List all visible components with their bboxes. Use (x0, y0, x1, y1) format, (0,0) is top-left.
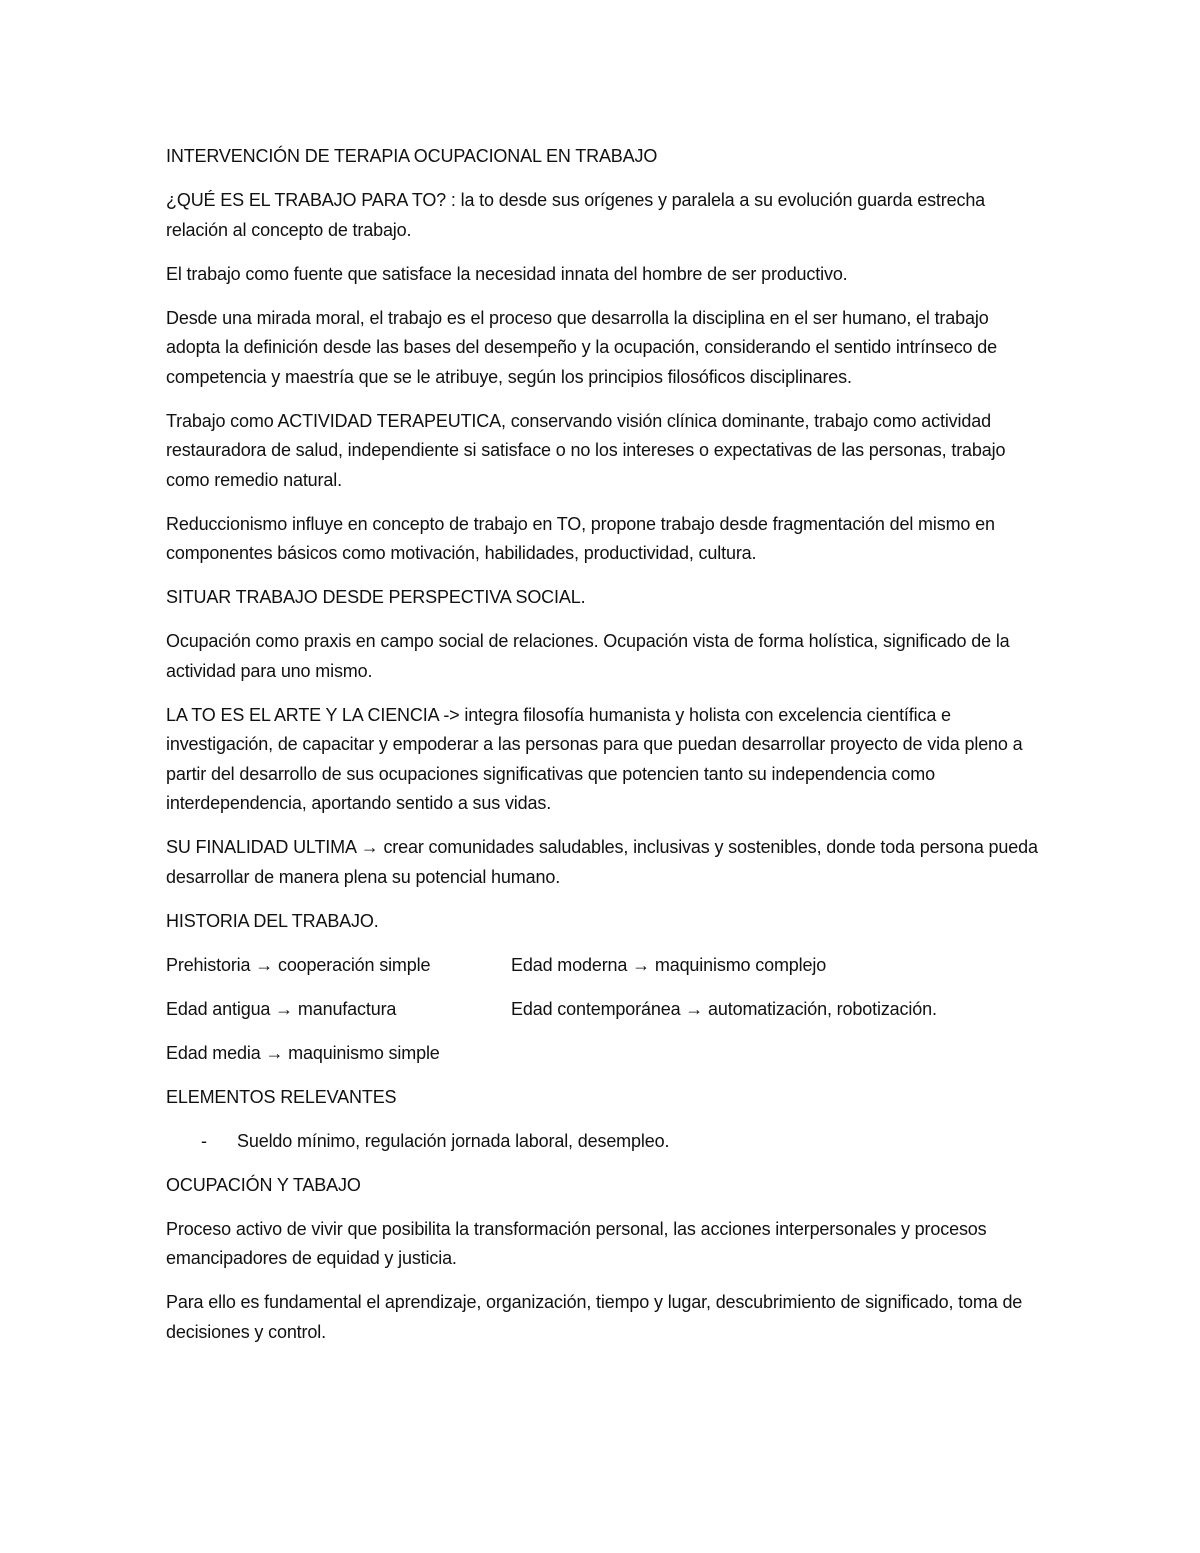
history-era: Edad contemporánea (511, 998, 681, 1019)
history-item (166, 995, 511, 1025)
paragraph-arte-ciencia: LA TO ES EL ARTE Y LA CIENCIA -> integra filosofía humanista y holista con excelencia científica e investigación, de capacitar y empoderar a las personas para que puedan desarrollar proyecto de vida pleno a partir del desarrollo de sus ocupaciones significativas que potencien tanto su independencia como interdependencia, aportando sentido a sus vidas. (166, 704, 1023, 813)
heading-elementos: ELEMENTOS RELEVANTES (166, 1086, 397, 1107)
history-item (166, 951, 511, 981)
paragraph-proceso-activo: Proceso activo de vivir que posibilita la transformación personal, las acciones interpersonales y procesos emancipadores de equidad y justicia. (166, 1218, 987, 1268)
history-item (511, 951, 1046, 981)
arrow-icon: → (685, 998, 704, 1019)
history-era: Edad media (166, 1042, 261, 1063)
paragraph-finalidad (166, 833, 1046, 892)
arrow-icon: → (632, 954, 650, 975)
heading-perspectiva-social: SITUAR TRABAJO DESDE PERSPECTIVA SOCIAL. (166, 587, 586, 607)
paragraph-que-es-trabajo: ¿QUÉ ES EL TRABAJO PARA TO? : la to desde sus orígenes y paralela a su evolución guarda estrecha relación al concepto de trabajo. (166, 190, 986, 240)
paragraph-ocupacion-praxis: Ocupación como praxis en campo social de relaciones. Ocupación vista de forma holística, significado de la actividad para uno mismo. (166, 631, 1010, 681)
document-title: INTERVENCIÓN DE TERAPIA OCUPACIONAL EN TRABAJO (166, 146, 658, 166)
heading-ocupacion-trabajo: OCUPACIÓN Y TABAJO (166, 1174, 361, 1195)
finalidad-lead: SU FINALIDAD ULTIMA (166, 837, 356, 857)
history-desc: cooperación simple (277, 954, 431, 975)
arrow-icon: → (275, 998, 294, 1019)
arrow-icon: → (265, 1042, 284, 1063)
history-desc: manufactura (297, 998, 397, 1019)
finalidad-rest: crear comunidades saludables, inclusivas y sostenibles, donde toda persona pueda desarrollar de manera plena su potencial humano. (166, 837, 1038, 887)
paragraph-reduccionismo: Reduccionismo influye en concepto de trabajo en TO, propone trabajo desde fragmentación del mismo en componentes básicos como motivación, habilidades, productividad, cultura. (166, 513, 995, 563)
history-desc: automatización, robotización. (708, 998, 937, 1019)
list-item (166, 1127, 1046, 1157)
heading-historia: HISTORIA DEL TRABAJO. (166, 910, 379, 931)
arrow-icon: → (255, 954, 274, 975)
history-era: Edad antigua (166, 998, 271, 1019)
paragraph-actividad-terapeutica: Trabajo como ACTIVIDAD TERAPEUTICA, conservando visión clínica dominante, trabajo como actividad restauradora de salud, independiente si satisface o no los intereses o expectativas de las personas, trabajo como remedio natural. (166, 410, 1006, 490)
paragraph-fuente: El trabajo como fuente que satisface la necesidad innata del hombre de ser productivo. (166, 263, 848, 284)
history-era: Prehistoria (166, 954, 251, 975)
history-grid (166, 951, 1046, 1069)
arrow-icon: → (360, 837, 379, 857)
history-item (166, 1039, 511, 1069)
history-desc: maquinismo complejo (654, 954, 827, 975)
history-era: Edad moderna (511, 954, 628, 975)
document-page (166, 142, 1046, 1362)
history-desc: maquinismo simple (288, 1042, 440, 1063)
bullet-text: Sueldo mínimo, regulación jornada laboral, desempleo. (237, 1130, 670, 1151)
bullet-marker: - (201, 1130, 207, 1151)
history-item (511, 995, 1046, 1025)
paragraph-aprendizaje: Para ello es fundamental el aprendizaje, organización, tiempo y lugar, descubrimiento de significado, toma de decisiones y control. (166, 1292, 1023, 1342)
paragraph-mirada-moral: Desde una mirada moral, el trabajo es el proceso que desarrolla la disciplina en el ser humano, el trabajo adopta la definición desde las bases del desempeño y la ocupación, considerando el sentido intrínseco de competencia y maestría que se le atribuye, según los principios filosóficos disciplinares. (166, 307, 997, 387)
